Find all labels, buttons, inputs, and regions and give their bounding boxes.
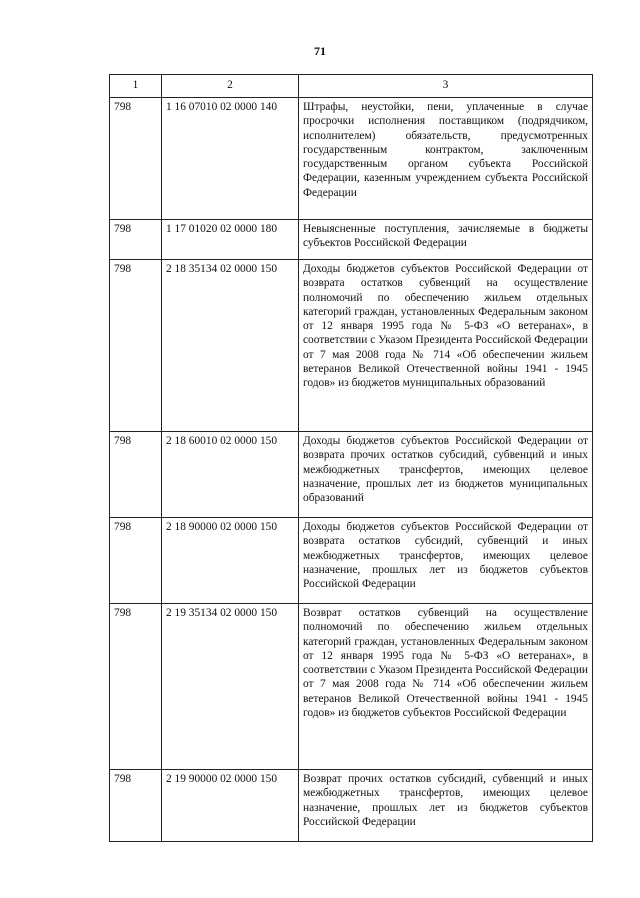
budget-code-cell: 2 19 35134 02 0000 150 <box>162 604 299 770</box>
admin-code-cell: 798 <box>110 432 162 518</box>
admin-code-cell: 798 <box>110 260 162 432</box>
budget-code-cell: 2 18 35134 02 0000 150 <box>162 260 299 432</box>
table-row <box>110 604 593 770</box>
column-header-2: 2 <box>162 75 299 98</box>
column-header-1: 1 <box>110 75 162 98</box>
table-row <box>110 432 593 518</box>
description-cell: Штрафы, неустойки, пени, уплаченные в случае просрочки исполнения поставщиком (подрядчиком, исполнителем) обязательств, предусмотренных государственным контрактом, заключенным государственным органом субъекта Российской Федерации, казенным учреждением субъекта Российской Федерации <box>299 98 593 220</box>
table-row <box>110 260 593 432</box>
table-header-row <box>110 75 593 98</box>
admin-code-cell: 798 <box>110 518 162 604</box>
page-number: 71 <box>314 44 326 58</box>
budget-code-cell: 1 17 01020 02 0000 180 <box>162 220 299 260</box>
description-cell: Возврат прочих остатков субсидий, субвенций и иных межбюджетных трансфертов, имеющих целевое назначение, прошлых лет из бюджетов субъектов Российской Федерации <box>299 770 593 842</box>
admin-code-cell: 798 <box>110 770 162 842</box>
description-cell: Доходы бюджетов субъектов Российской Федерации от возврата остатков субвенций на осуществление полномочий по обеспечению жильем отдельных категорий граждан, установленных Федеральным законом от 12 января 1995 года № 5-ФЗ «О ветеранах», в соответствии с Указом Президента Российской Федерации от 7 мая 2008 года № 714 «Об обеспечении жильем ветеранов Великой Отечественной войны 1941 - 1945 годов» из бюджетов муниципальных образований <box>299 260 593 432</box>
budget-code-cell: 2 18 60010 02 0000 150 <box>162 432 299 518</box>
budget-revenue-table <box>109 74 593 842</box>
table-row <box>110 220 593 260</box>
budget-code-cell: 2 19 90000 02 0000 150 <box>162 770 299 842</box>
budget-code-cell: 2 18 90000 02 0000 150 <box>162 518 299 604</box>
admin-code-cell: 798 <box>110 98 162 220</box>
table-row <box>110 518 593 604</box>
description-cell: Возврат остатков субвенций на осуществление полномочий по обеспечению жильем отдельных категорий граждан, установленных Федеральным законом от 12 января 1995 года № 5-ФЗ «О ветеранах», в соответствии с Указом Президента Российской Федерации от 7 мая 2008 года № 714 «Об обеспечении жильем ветеранов Великой Отечественной войны 1941 - 1945 годов» из бюджетов субъектов Российской Федерации <box>299 604 593 770</box>
description-cell: Доходы бюджетов субъектов Российской Федерации от возврата остатков субсидий, субвенций и иных межбюджетных трансфертов, имеющих целевое назначение, прошлых лет из бюджетов субъектов Российской Федерации <box>299 518 593 604</box>
admin-code-cell: 798 <box>110 604 162 770</box>
description-cell: Доходы бюджетов субъектов Российской Федерации от возврата прочих остатков субсидий, субвенций и иных межбюджетных трансфертов, имеющих целевое назначение, прошлых лет из бюджетов муниципальных образований <box>299 432 593 518</box>
budget-code-cell: 1 16 07010 02 0000 140 <box>162 98 299 220</box>
admin-code-cell: 798 <box>110 220 162 260</box>
table-row <box>110 770 593 842</box>
column-header-3: 3 <box>299 75 593 98</box>
description-cell: Невыясненные поступления, зачисляемые в бюджеты субъектов Российской Федерации <box>299 220 593 260</box>
table-row <box>110 98 593 220</box>
